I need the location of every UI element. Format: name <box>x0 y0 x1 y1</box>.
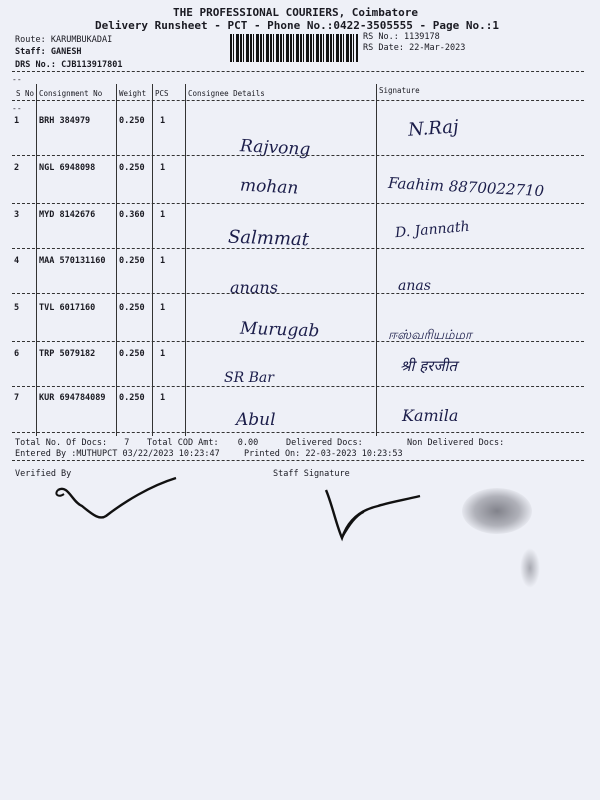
row-pcs: 1 <box>160 210 166 220</box>
rs-date-value: 22-Mar-2023 <box>409 43 466 53</box>
drs-value: CJB113917801 <box>61 60 123 70</box>
row-consignee-handwriting: mohan <box>239 175 299 199</box>
staff-row <box>15 47 82 57</box>
row-sno: 1 <box>14 116 20 126</box>
runsheet-subtitle: Delivery Runsheet - PCT - Phone No.:0422-3505555 - Page No.:1 <box>95 19 499 32</box>
row-consignee-handwriting: SR Bar <box>224 370 274 386</box>
total-docs <box>15 438 129 448</box>
row-consignment: BRH 384979 <box>39 116 91 126</box>
column-divider <box>185 84 186 436</box>
row-pcs: 1 <box>160 256 166 266</box>
total-docs-value: 7 <box>124 438 130 448</box>
row-consignment: MAA 570131160 <box>39 256 106 266</box>
route-row <box>15 35 112 45</box>
row-divider <box>12 203 584 204</box>
entered-by <box>15 449 220 459</box>
row-signature-handwriting: anas <box>398 278 431 294</box>
row-consignment: MYD 8142676 <box>39 210 96 220</box>
col-header-sno: S No <box>16 89 35 98</box>
verified-signature-tick <box>50 476 180 536</box>
row-sno: 6 <box>14 349 20 359</box>
table-bottom-divider <box>12 432 584 433</box>
staff-signature-label: Staff Signature <box>273 469 350 479</box>
route-label: Route: <box>15 35 46 45</box>
row-consignee-handwriting: anans <box>230 278 278 297</box>
drs-row <box>15 60 123 70</box>
row-sno: 2 <box>14 163 20 173</box>
rs-date-row <box>363 43 465 53</box>
barcode-image <box>230 34 358 62</box>
rs-no-label: RS No.: <box>363 32 399 42</box>
header-row-divider <box>12 100 584 101</box>
row-consignment: TVL 6017160 <box>39 303 96 313</box>
table-marker: -- <box>12 75 22 84</box>
table-marker: -- <box>12 104 22 113</box>
entered-by-value: MUTHUPCT 03/22/2023 10:23:47 <box>76 449 220 459</box>
row-sno: 4 <box>14 256 20 266</box>
row-signature-handwriting: Faahim 8870022710 <box>387 173 545 201</box>
col-header-weight: Weight <box>119 89 147 98</box>
printed-on <box>244 449 403 459</box>
row-divider <box>12 248 584 249</box>
drs-label: DRS No.: <box>15 60 56 70</box>
non-delivered-docs-label: Non Delivered Docs: <box>407 438 505 448</box>
row-consignment: NGL 6948098 <box>39 163 96 173</box>
row-weight: 0.250 <box>119 303 145 313</box>
rs-date-label: RS Date: <box>363 43 404 53</box>
total-docs-label: Total No. Of Docs: <box>15 438 108 448</box>
footer-divider <box>12 460 584 461</box>
row-pcs: 1 <box>160 349 166 359</box>
staff-label: Staff: <box>15 47 46 57</box>
column-divider <box>152 84 153 436</box>
route-value: KARUMBUKADAI <box>50 35 113 45</box>
row-signature-handwriting: N.Raj <box>407 116 460 141</box>
rs-no-row <box>363 32 440 42</box>
row-pcs: 1 <box>160 163 166 173</box>
row-consignment: KUR 694784089 <box>39 393 106 403</box>
row-divider <box>12 293 584 294</box>
row-sno: 3 <box>14 210 20 220</box>
row-weight: 0.250 <box>119 256 145 266</box>
column-divider <box>376 84 377 436</box>
row-consignee-handwriting: Murugab <box>239 318 320 342</box>
row-signature-handwriting: D. Jannath <box>394 218 471 242</box>
row-divider <box>12 386 584 387</box>
row-pcs: 1 <box>160 303 166 313</box>
row-weight: 0.360 <box>119 210 145 220</box>
row-signature-handwriting: Kamila <box>402 406 459 425</box>
row-weight: 0.250 <box>119 349 145 359</box>
row-weight: 0.250 <box>119 163 145 173</box>
row-pcs: 1 <box>160 393 166 403</box>
row-signature-handwriting: ஈஸ்வரியம்மா <box>388 328 472 343</box>
delivered-docs-label: Delivered Docs: <box>286 438 363 448</box>
column-divider <box>116 84 117 436</box>
total-cod-label: Total COD Amt: <box>147 438 219 448</box>
row-consignee-handwriting: Abul <box>236 410 276 430</box>
row-sno: 5 <box>14 303 20 313</box>
col-header-consignment: Consignment No <box>39 89 103 98</box>
header-divider <box>12 71 584 72</box>
total-cod-value: 0.00 <box>237 438 259 448</box>
col-header-consignee: Consignee Details <box>188 89 265 98</box>
entered-by-label: Entered By : <box>15 449 77 459</box>
row-sno: 7 <box>14 393 20 403</box>
column-divider <box>36 84 37 436</box>
row-divider <box>12 155 584 156</box>
stamp-smudge <box>462 488 532 534</box>
row-signature-handwriting: श्री हरजीत <box>400 357 457 375</box>
staff-value: GANESH <box>50 47 82 57</box>
printed-on-label: Printed On: <box>244 449 301 459</box>
rs-no-value: 1139178 <box>403 32 440 42</box>
staff-signature-tick <box>320 480 450 550</box>
row-consignment: TRP 5079182 <box>39 349 96 359</box>
stamp-smudge <box>520 548 540 588</box>
row-divider <box>12 341 584 342</box>
row-weight: 0.250 <box>119 393 145 403</box>
row-weight: 0.250 <box>119 116 145 126</box>
verified-by-label: Verified By <box>15 469 72 479</box>
col-header-signature: Signature <box>379 86 420 95</box>
row-pcs: 1 <box>160 116 166 126</box>
row-consignee-handwriting: Rajvong <box>239 136 311 160</box>
printed-on-value: 22-03-2023 10:23:53 <box>305 449 403 459</box>
total-cod <box>147 438 258 448</box>
row-consignee-handwriting: Salmmat <box>227 226 310 251</box>
company-title: THE PROFESSIONAL COURIERS, Coimbatore <box>173 6 419 19</box>
col-header-pcs: PCS <box>155 89 169 98</box>
